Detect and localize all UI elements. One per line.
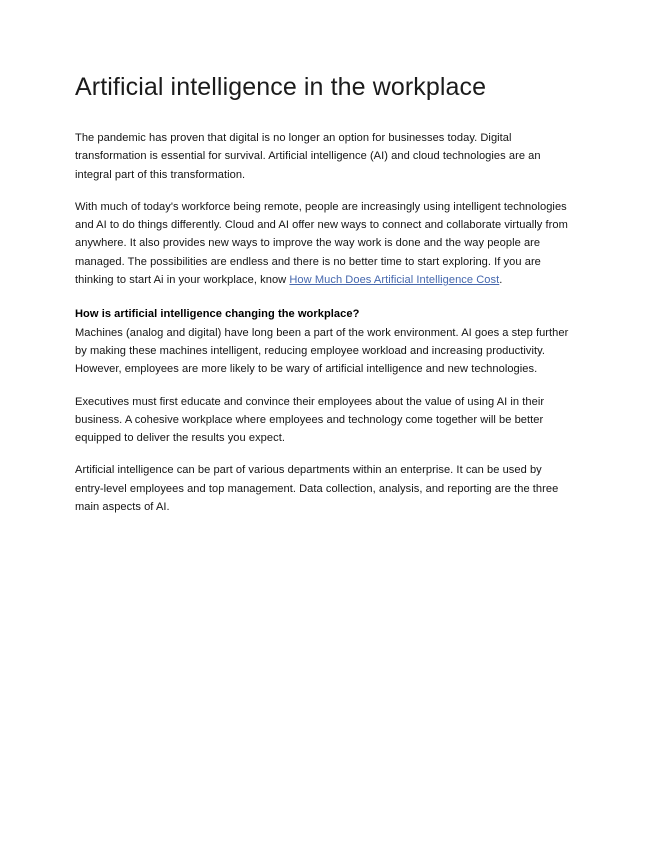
paragraph-departments: Artificial intelligence can be part of various departments within an enterprise. It can be used by entry-level employees and top management. Data collection, analysis, and reporting are the three main aspects of AI.: [75, 464, 559, 514]
ai-cost-link[interactable]: How Much Does Artificial Intelligence Cost: [289, 274, 500, 287]
paragraph-machines: Machines (analog and digital) have long been a part of the work environment. AI goes a step further by making these machines intelligent, reducing employee workload and increasing productivity. However, employees are more likely to be wary of artificial intelligence and new technologies.: [75, 326, 569, 376]
page-title: Artificial intelligence in the workplace: [75, 73, 487, 101]
paragraph-intro: The pandemic has proven that digital is no longer an option for businesses today. Digital transformation is essential for survival. Artificial intelligence (AI) and cloud technologies are an integral part of this transformation.: [75, 132, 541, 181]
section-heading-changing-workplace: How is artificial intelligence changing the workplace?: [75, 308, 360, 321]
paragraph-remote-work: [75, 198, 573, 289]
paragraph-remote-work-text: With much of today's workforce being remote, people are increasingly using intelligent technologies and AI to do things differently. Cloud and AI offer new ways to connect and collaborate virtually from anywhere. It also provides new ways to improve the way work is done and the way people are managed. The possibilities are endless and there is no better time to start exploring. If you are thinking to start Ai in your workplace, know: [75, 200, 568, 287]
paragraph-executives: Executives must first educate and convince their employees about the value of using AI in their business. A cohesive workplace where employees and technology come together will be better equipped to deliver the results you expect.: [75, 395, 545, 445]
document-body: [75, 129, 573, 516]
paragraph-remote-work-period: .: [499, 274, 503, 287]
